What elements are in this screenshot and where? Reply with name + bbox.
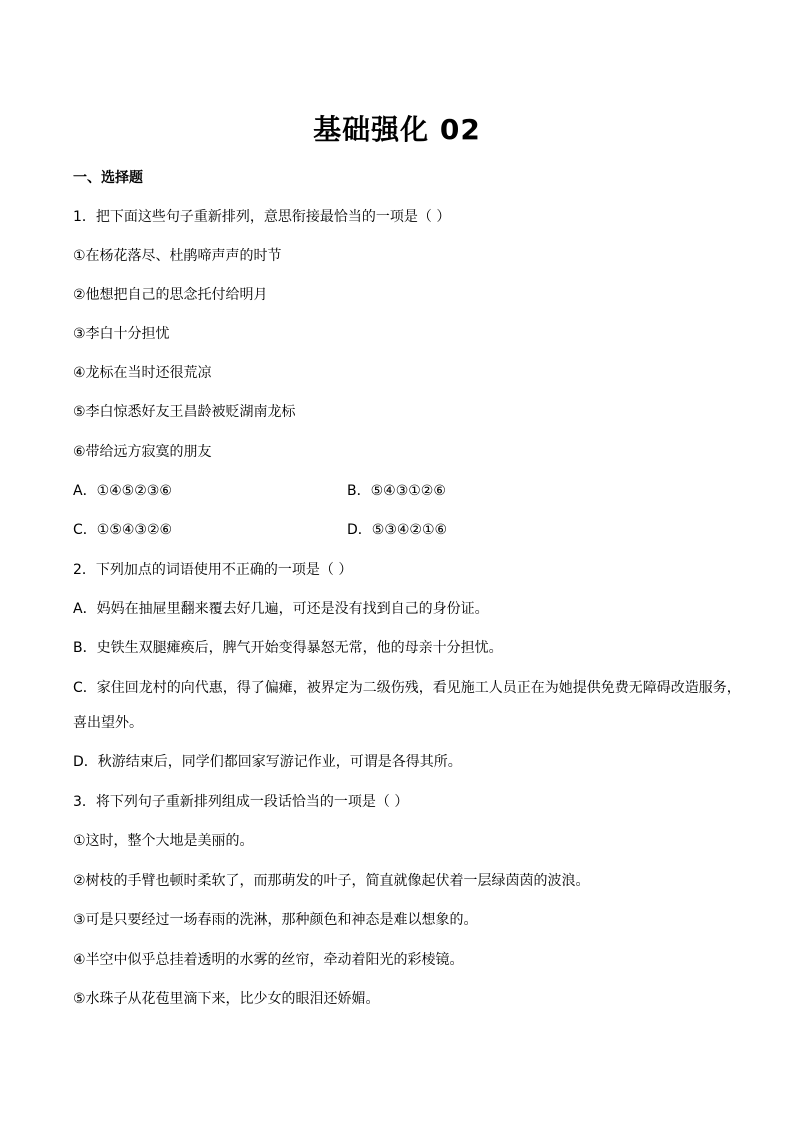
question-3-item: ①这时，整个大地是美丽的。 <box>73 833 254 849</box>
question-1-item: ③李白十分担忧 <box>73 326 170 342</box>
question-2-option-b: B．史铁生双腿瘫痪后，脾气开始变得暴怒无常，他的母亲十分担忧。 <box>73 640 503 656</box>
question-1-option-a: A．①④⑤②③⑥ <box>73 483 172 499</box>
question-2-option-c: C．家住回龙村的向代惠，得了偏瘫，被界定为二级伤残，看见施工人员正在为她提供免费无障碍改造服务， <box>73 680 741 696</box>
question-1-option-c: C．①⑤④③②⑥ <box>73 522 173 538</box>
question-3-item: ⑤水珠子从花苞里滴下来，比少女的眼泪还娇媚。 <box>73 991 380 1007</box>
question-2-option-a: A．妈妈在抽屉里翻来覆去好几遍，可还是没有找到自己的身份证。 <box>73 601 489 617</box>
question-1-item: ⑤李白惊悉好友王昌龄被贬湖南龙标 <box>73 404 296 420</box>
question-1-item: ⑥带给远方寂寞的朋友 <box>73 444 212 460</box>
question-3-stem: 3．将下列句子重新排列组成一段话恰当的一项是（ ） <box>73 794 409 810</box>
question-1-item: ④龙标在当时还很荒凉 <box>73 365 212 381</box>
question-1-option-b: B．⑤④③①②⑥ <box>347 483 446 499</box>
question-3-item: ②树枝的手臂也顿时柔软了，而那萌发的叶子，简直就像起伏着一层绿茵茵的波浪。 <box>73 873 590 889</box>
question-3-item: ④半空中似乎总挂着透明的水雾的丝帘，牵动着阳光的彩棱镜。 <box>73 952 464 968</box>
question-3-item: ③可是只要经过一场春雨的洗淋，那种颜色和神态是难以想象的。 <box>73 912 478 928</box>
question-1-option-d: D．⑤③④②①⑥ <box>347 522 448 538</box>
section-heading: 一、选择题 <box>73 170 143 186</box>
document-title: 基础强化 02 <box>313 113 481 146</box>
question-2-option-d: D．秋游结束后，同学们都回家写游记作业，可谓是各得其所。 <box>73 754 462 770</box>
question-2-stem: 2．下列加点的词语使用不正确的一项是（ ） <box>73 562 353 578</box>
question-1-item: ①在杨花落尽、杜鹃啼声声的时节 <box>73 248 282 264</box>
question-1-item: ②他想把自己的思念托付给明月 <box>73 287 268 303</box>
question-1-stem: 1．把下面这些句子重新排列，意思衔接最恰当的一项是（ ） <box>73 209 451 225</box>
question-2-option-c-continued: 喜出望外。 <box>73 715 143 731</box>
